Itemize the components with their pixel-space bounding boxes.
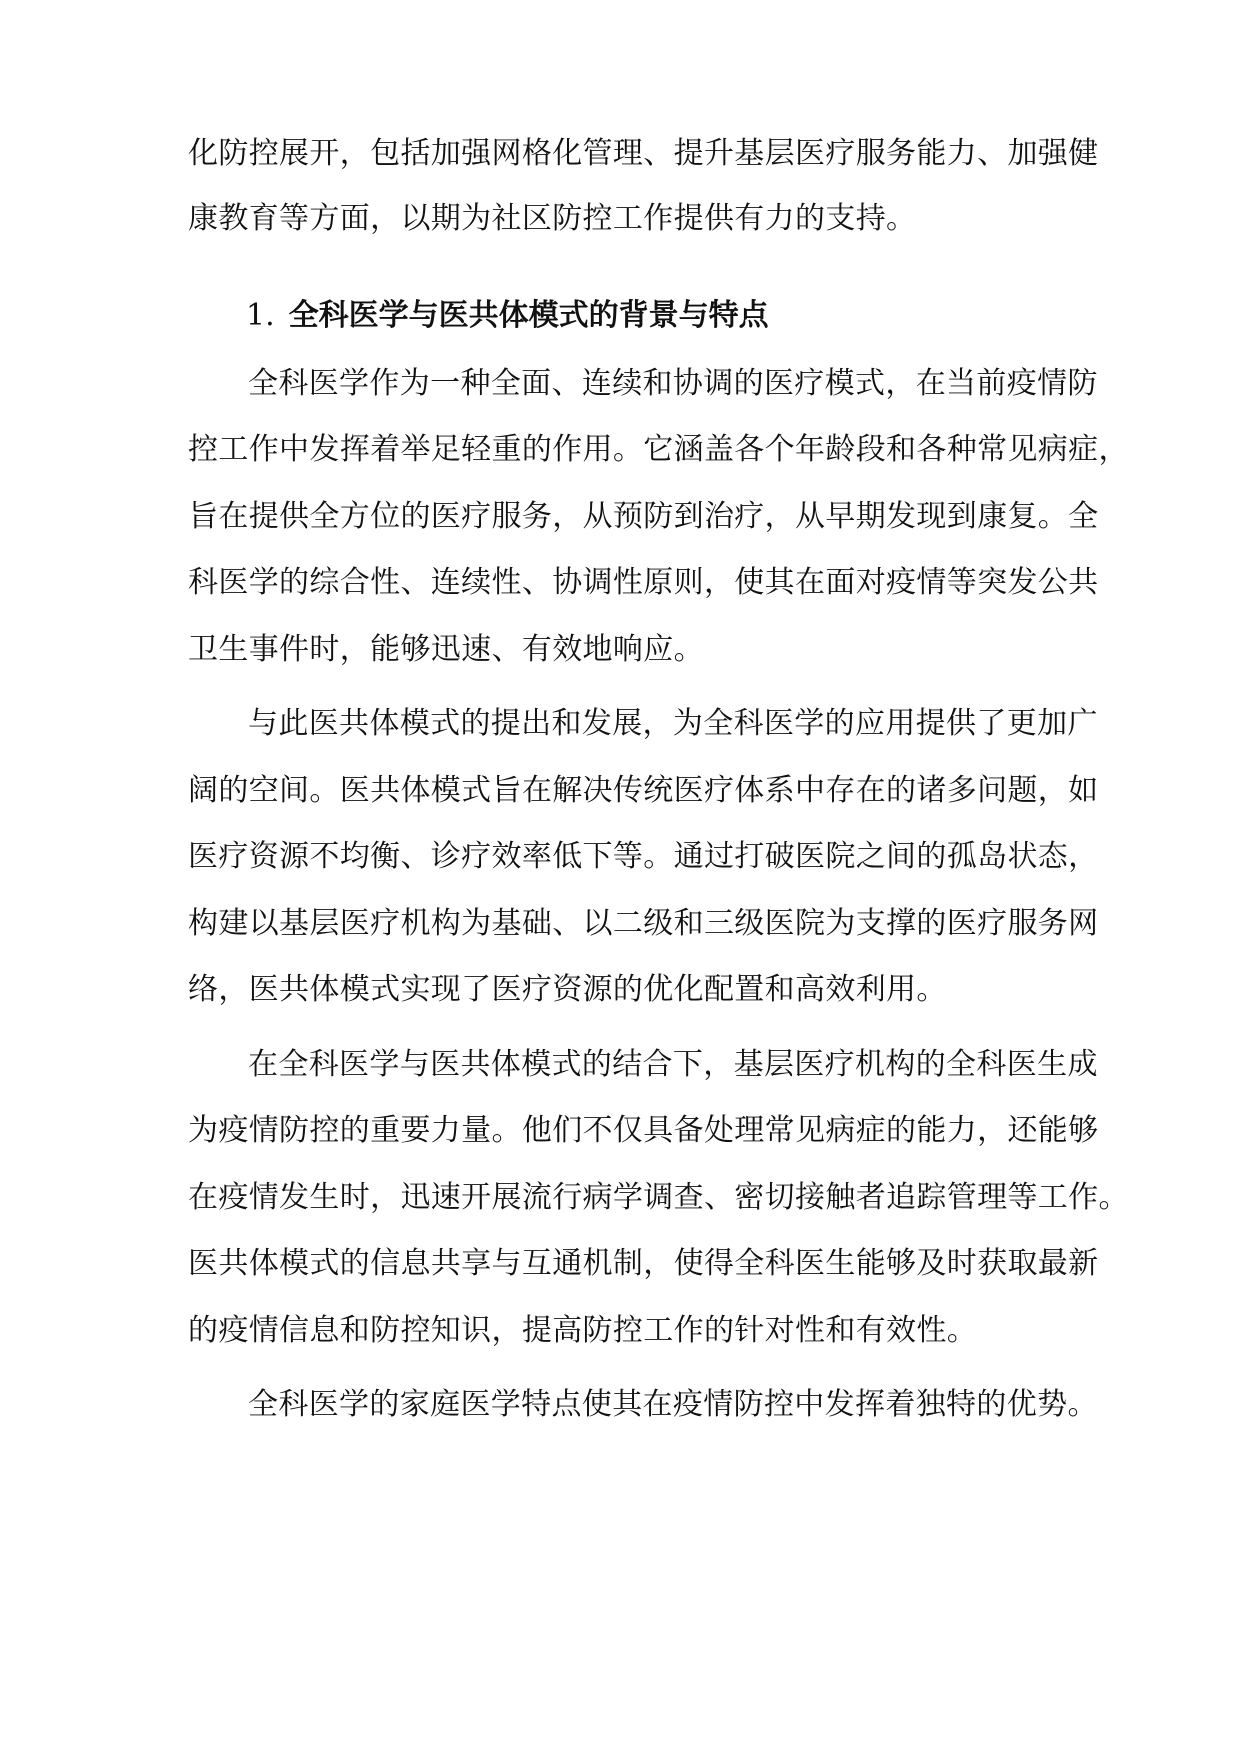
text-line: 医疗资源不均衡、诊疗效率低下等。通过打破医院之间的孤岛状态， [188,839,1099,874]
section-title: 全科医学与医共体模式的背景与特点 [288,298,769,333]
text-line: 科医学的综合性、连续性、协调性原则，使其在面对疫情等突发公共 [188,565,1099,600]
text-line: 化防控展开，包括加强网格化管理、提升基层医疗服务能力、加强健 [188,136,1099,171]
paragraph-first-line: 与此医共体模式的提出和发展，为全科医学的应用提供了更加广 [248,706,1098,741]
text-line: 的疫情信息和防控知识，提高防控工作的针对性和有效性。 [188,1313,978,1348]
text-line: 阔的空间。医共体模式旨在解决传统医疗体系中存在的诸多问题，如 [188,773,1099,808]
text-line: 络，医共体模式实现了医疗资源的优化配置和高效利用。 [188,972,947,1007]
text-line: 康教育等方面，以期为社区防控工作提供有力的支持。 [188,201,917,236]
text-line: 旨在提供全方位的医疗服务，从预防到治疗，从早期发现到康复。全 [188,499,1099,534]
section-heading [246,296,1046,336]
text-line: 构建以基层医疗机构为基础、以二级和三级医院为支撑的医疗服务网 [188,906,1099,941]
text-line: 在疫情发生时，迅速开展流行病学调查、密切接触者追踪管理等工作。 [188,1180,1129,1215]
paragraph-first-line: 全科医学作为一种全面、连续和协调的医疗模式，在当前疫情防 [248,366,1098,401]
paragraph-first-line: 全科医学的家庭医学特点使其在疫情防控中发挥着独特的优势。 [248,1387,1098,1422]
paragraph-first-line: 在全科医学与医共体模式的结合下，基层医疗机构的全科医生成 [248,1047,1098,1082]
text-line: 为疫情防控的重要力量。他们不仅具备处理常见病症的能力，还能够 [188,1113,1099,1148]
text-line: 医共体模式的信息共享与互通机制，使得全科医生能够及时获取最新 [188,1246,1099,1281]
section-number: 1. [246,298,275,333]
text-line: 卫生事件时，能够迅速、有效地响应。 [188,632,704,667]
text-line: 控工作中发挥着举足轻重的作用。它涵盖各个年龄段和各种常见病症， [188,432,1129,467]
